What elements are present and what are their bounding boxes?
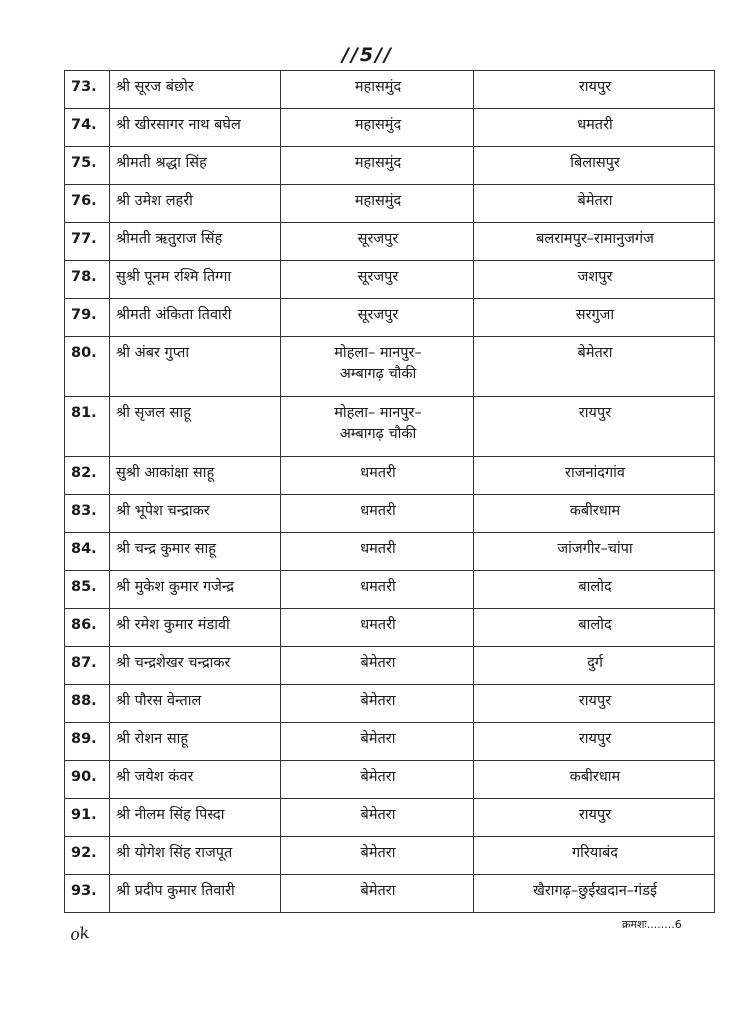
- to-district-cell: कबीरधाम: [474, 495, 715, 533]
- to-district-cell: खैरागढ़–छुईखदान–गंडई: [474, 875, 715, 913]
- serial-number-cell: 76.: [65, 185, 110, 223]
- serial-number-cell: 92.: [65, 837, 110, 875]
- to-district-cell: जशपुर: [474, 261, 715, 299]
- table-row: [65, 261, 715, 299]
- from-district-cell: [281, 337, 474, 397]
- officer-name-cell: श्री उमेश लहरी: [110, 185, 281, 223]
- from-district-cell: बेमेतरा: [281, 723, 474, 761]
- officer-name-cell: श्री जयेश कंवर: [110, 761, 281, 799]
- from-district-cell: धमतरी: [281, 571, 474, 609]
- to-district-cell: बालोद: [474, 609, 715, 647]
- from-district-cell: बेमेतरा: [281, 875, 474, 913]
- to-district-cell: सरगुजा: [474, 299, 715, 337]
- transfer-table: [64, 70, 715, 913]
- officer-name-cell: श्रीमती ऋतुराज सिंह: [110, 223, 281, 261]
- to-district-cell: दुर्ग: [474, 647, 715, 685]
- table-row: [65, 147, 715, 185]
- officer-name-cell: श्री अंबर गुप्ता: [110, 337, 281, 397]
- to-district-cell: जांजगीर–चांपा: [474, 533, 715, 571]
- to-district-cell: रायपुर: [474, 723, 715, 761]
- from-district-cell: बेमेतरा: [281, 761, 474, 799]
- officer-name-cell: श्री रोशन साहू: [110, 723, 281, 761]
- from-district-cell: महासमुंद: [281, 71, 474, 109]
- serial-number-cell: 86.: [65, 609, 110, 647]
- from-district-cell: बेमेतरा: [281, 799, 474, 837]
- to-district-cell: बिलासपुर: [474, 147, 715, 185]
- table-row: [65, 337, 715, 397]
- to-district-cell: बेमेतरा: [474, 185, 715, 223]
- from-district-cell: महासमुंद: [281, 147, 474, 185]
- to-district-cell: धमतरी: [474, 109, 715, 147]
- from-district-line-1: मोहला– मानपुर–: [334, 405, 422, 421]
- to-district-cell: राजनांदगांव: [474, 457, 715, 495]
- officer-name-cell: श्री पौरस वेन्ताल: [110, 685, 281, 723]
- table-row: [65, 71, 715, 109]
- table-row: [65, 397, 715, 457]
- from-district-cell: सूरजपुर: [281, 299, 474, 337]
- table-row: [65, 837, 715, 875]
- officer-name-cell: श्री सृजल साहू: [110, 397, 281, 457]
- serial-number-cell: 74.: [65, 109, 110, 147]
- to-district-cell: रायपुर: [474, 799, 715, 837]
- table-row: [65, 299, 715, 337]
- from-district-cell: बेमेतरा: [281, 837, 474, 875]
- serial-number-cell: 90.: [65, 761, 110, 799]
- serial-number-cell: 84.: [65, 533, 110, 571]
- from-district-cell: महासमुंद: [281, 109, 474, 147]
- serial-number-cell: 87.: [65, 647, 110, 685]
- officer-name-cell: श्री खीरसागर नाथ बघेल: [110, 109, 281, 147]
- from-district-cell: [281, 397, 474, 457]
- to-district-cell: बेमेतरा: [474, 337, 715, 397]
- to-district-cell: गरियाबंद: [474, 837, 715, 875]
- serial-number-cell: 77.: [65, 223, 110, 261]
- from-district-cell: सूरजपुर: [281, 261, 474, 299]
- serial-number-cell: 88.: [65, 685, 110, 723]
- serial-number-cell: 82.: [65, 457, 110, 495]
- from-district-line-1: मोहला– मानपुर–: [334, 345, 422, 361]
- to-district-cell: बालोद: [474, 571, 715, 609]
- serial-number-cell: 89.: [65, 723, 110, 761]
- table-row: [65, 685, 715, 723]
- table-row: [65, 723, 715, 761]
- officer-name-cell: सुश्री पूनम रश्मि तिग्गा: [110, 261, 281, 299]
- table-row: [65, 533, 715, 571]
- serial-number-cell: 81.: [65, 397, 110, 457]
- table-row: [65, 571, 715, 609]
- table-row: [65, 875, 715, 913]
- officer-name-cell: सुश्री आकांक्षा साहू: [110, 457, 281, 495]
- serial-number-cell: 78.: [65, 261, 110, 299]
- to-district-cell: रायपुर: [474, 685, 715, 723]
- from-district-cell: महासमुंद: [281, 185, 474, 223]
- table-row: [65, 761, 715, 799]
- serial-number-cell: 83.: [65, 495, 110, 533]
- table-row: [65, 495, 715, 533]
- table-row: [65, 647, 715, 685]
- serial-number-cell: 93.: [65, 875, 110, 913]
- serial-number-cell: 73.: [65, 71, 110, 109]
- from-district-line-2: अम्बागढ़ चौकी: [339, 366, 417, 382]
- to-district-cell: बलरामपुर–रामानुजगंज: [474, 223, 715, 261]
- from-district-cell: धमतरी: [281, 495, 474, 533]
- officer-name-cell: श्रीमती अंकिता तिवारी: [110, 299, 281, 337]
- table-row: [65, 109, 715, 147]
- from-district-cell: धमतरी: [281, 609, 474, 647]
- officer-name-cell: श्री योगेश सिंह राजपूत: [110, 837, 281, 875]
- table-row: [65, 185, 715, 223]
- table-row: [65, 223, 715, 261]
- from-district-cell: धमतरी: [281, 457, 474, 495]
- page-number: //5//: [342, 44, 393, 66]
- serial-number-cell: 80.: [65, 337, 110, 397]
- officer-name-cell: श्री प्रदीप कुमार तिवारी: [110, 875, 281, 913]
- handwritten-initial: ok: [68, 922, 91, 945]
- to-district-cell: रायपुर: [474, 71, 715, 109]
- officer-name-cell: श्री चन्द्रशेखर चन्द्राकर: [110, 647, 281, 685]
- table-row: [65, 799, 715, 837]
- from-district-cell: सूरजपुर: [281, 223, 474, 261]
- continued-note: क्रमशः........6: [622, 918, 682, 931]
- from-district-cell: बेमेतरा: [281, 685, 474, 723]
- from-district-line-2: अम्बागढ़ चौकी: [339, 426, 417, 442]
- from-district-cell: धमतरी: [281, 533, 474, 571]
- from-district-cell: बेमेतरा: [281, 647, 474, 685]
- table-row: [65, 457, 715, 495]
- to-district-cell: कबीरधाम: [474, 761, 715, 799]
- officer-name-cell: श्री चन्द्र कुमार साहू: [110, 533, 281, 571]
- officer-name-cell: श्री रमेश कुमार मंडावी: [110, 609, 281, 647]
- serial-number-cell: 85.: [65, 571, 110, 609]
- serial-number-cell: 79.: [65, 299, 110, 337]
- officer-name-cell: श्री मुकेश कुमार गजेन्द्र: [110, 571, 281, 609]
- serial-number-cell: 91.: [65, 799, 110, 837]
- officer-name-cell: श्रीमती श्रद्धा सिंह: [110, 147, 281, 185]
- officer-name-cell: श्री सूरज बंछोर: [110, 71, 281, 109]
- serial-number-cell: 75.: [65, 147, 110, 185]
- table-row: [65, 609, 715, 647]
- officer-name-cell: श्री नीलम सिंह पिस्दा: [110, 799, 281, 837]
- officer-name-cell: श्री भूपेश चन्द्राकर: [110, 495, 281, 533]
- to-district-cell: रायपुर: [474, 397, 715, 457]
